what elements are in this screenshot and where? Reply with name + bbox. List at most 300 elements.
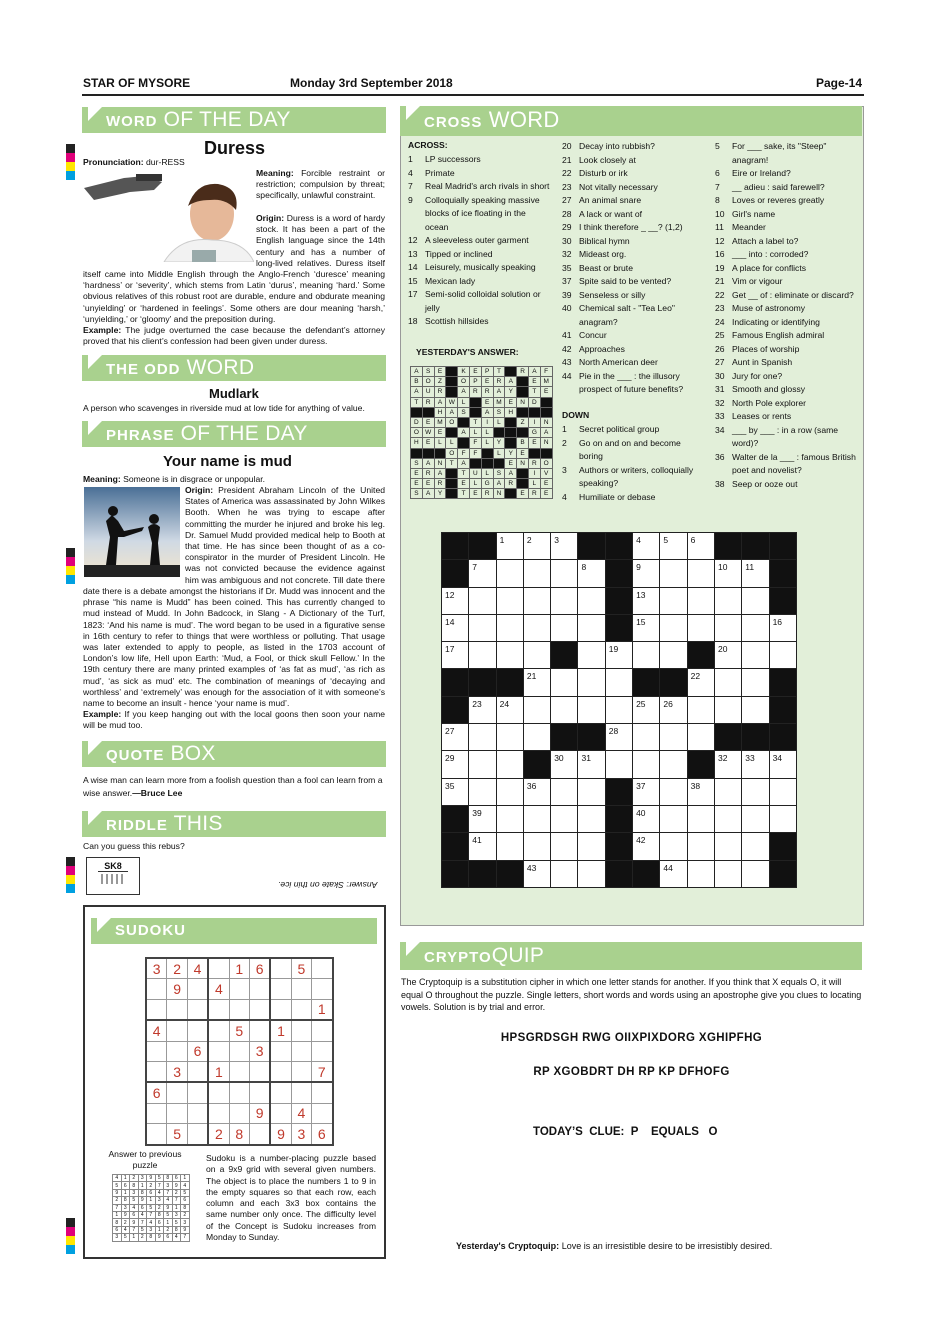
crossword-cell[interactable]	[633, 614, 660, 641]
clue-item	[715, 181, 860, 195]
crossword-cell[interactable]	[687, 587, 714, 614]
clue-number: 34	[715, 424, 725, 435]
phrase-banner: PHRASE OF THE DAY	[82, 421, 386, 447]
crossword-cell[interactable]	[714, 560, 741, 587]
crossword-cell[interactable]	[605, 696, 632, 723]
crossword-cell[interactable]	[742, 669, 769, 696]
yesterday-cell: F	[540, 367, 552, 377]
sudoku-cell	[249, 999, 270, 1020]
yesterday-cell: A	[422, 458, 434, 468]
crossword-cell[interactable]	[714, 642, 741, 669]
sudoku-answer-cell: 3	[121, 1204, 130, 1211]
yesterday-cell: E	[540, 479, 552, 489]
crossword-cell	[769, 696, 796, 723]
crossword-cell[interactable]	[742, 860, 769, 887]
cell-number: 12	[445, 589, 455, 600]
crossword-cell	[769, 669, 796, 696]
crossword-cell[interactable]	[742, 642, 769, 669]
crossword-cell[interactable]	[714, 751, 741, 778]
yesterday-cell: O	[540, 458, 552, 468]
yesterday-cell: A	[422, 489, 434, 499]
cell-number: 9	[636, 562, 641, 573]
crossword-cell[interactable]	[578, 860, 605, 887]
word-meaning: Meaning: Forcible restraint or restriction; compulsion by threat; specifically, unlawful constraint.	[256, 168, 385, 201]
crossword-cell[interactable]	[442, 724, 469, 751]
clue-item	[562, 289, 710, 303]
crossword-cell[interactable]	[714, 778, 741, 805]
yesterday-cell: A	[481, 407, 493, 417]
yesterday-cell: A	[411, 367, 423, 377]
crossword-cell[interactable]	[469, 614, 496, 641]
clue-text: Secret political group	[579, 424, 660, 434]
sudoku-answer-cell: 9	[181, 1226, 190, 1233]
crossword-cell[interactable]	[742, 805, 769, 832]
crossword-cell[interactable]	[578, 833, 605, 860]
yesterday-cell	[411, 407, 423, 417]
crossword-cell[interactable]	[551, 587, 578, 614]
crossword-cell[interactable]	[687, 833, 714, 860]
crossword-cell[interactable]	[714, 669, 741, 696]
cell-number: 35	[445, 780, 455, 791]
clue-item	[562, 262, 710, 276]
yesterday-cell: I	[528, 468, 540, 478]
yesterday-cell: F	[458, 448, 470, 458]
sudoku-cell: 1	[208, 1061, 229, 1082]
yesterday-cell: K	[458, 367, 470, 377]
crossword-cell[interactable]	[742, 587, 769, 614]
clue-number: 44	[562, 370, 572, 381]
crossword-cell[interactable]	[551, 805, 578, 832]
sudoku-cell: 6	[312, 1124, 333, 1145]
sudoku-answer-cell: 4	[138, 1211, 147, 1218]
crossword-cell[interactable]	[523, 833, 550, 860]
odd-word-banner: THE ODD WORD	[82, 355, 386, 381]
yesterday-cell: E	[469, 489, 481, 499]
crossword-cell	[469, 669, 496, 696]
yesterday-cell: R	[481, 387, 493, 397]
crossword-cell[interactable]	[469, 724, 496, 751]
crossword-cell[interactable]	[496, 533, 523, 560]
sudoku-answer-cell: 2	[164, 1226, 173, 1233]
sudoku-answer-cell: 8	[130, 1182, 139, 1189]
crossword-cell[interactable]	[469, 560, 496, 587]
crossword-cell[interactable]	[496, 751, 523, 778]
clue-item	[715, 167, 860, 181]
crossword-cell[interactable]	[442, 614, 469, 641]
crossword-cell[interactable]	[551, 696, 578, 723]
odd-word-title: Mudlark	[209, 386, 259, 401]
yesterday-cell: L	[481, 468, 493, 478]
crossword-cell[interactable]	[578, 696, 605, 723]
clue-text: Concur	[579, 330, 607, 340]
crossword-cell[interactable]	[551, 833, 578, 860]
yesterday-cell: N	[517, 397, 529, 407]
clue-text: Walter de la ___ : famous British poet and novelist?	[732, 451, 856, 475]
down-title: DOWN	[562, 410, 590, 420]
crossword-cell[interactable]	[523, 533, 550, 560]
yesterday-cell: Y	[434, 489, 446, 499]
crossword-cell[interactable]	[523, 724, 550, 751]
crossword-cell[interactable]	[496, 805, 523, 832]
yesterday-cell: E	[540, 489, 552, 499]
rebus-text: SK8	[98, 861, 128, 872]
cell-number: 38	[690, 780, 701, 791]
yesterday-cell: R	[493, 377, 505, 387]
crossword-cell[interactable]	[605, 642, 632, 669]
crossword-cell[interactable]	[769, 642, 796, 669]
clue-text: A place for conflicts	[732, 262, 807, 273]
clue-number: 39	[562, 289, 572, 300]
clue-number: 40	[562, 303, 572, 313]
crossword-cell[interactable]	[660, 642, 687, 669]
yesterday-cell: H	[411, 438, 423, 448]
cell-number: 44	[663, 862, 673, 873]
sudoku-answer-cell: 8	[164, 1175, 173, 1182]
crossword-cell[interactable]	[660, 778, 687, 805]
clue-item	[715, 275, 860, 289]
crossword-cell[interactable]	[687, 696, 714, 723]
crossword-cell	[442, 696, 469, 723]
yesterday-cell: R	[422, 468, 434, 478]
crossword-cell[interactable]	[714, 614, 741, 641]
clue-number: 4	[408, 167, 413, 178]
crossword-cell[interactable]	[469, 696, 496, 723]
cell-number: 7	[472, 562, 478, 573]
crossword-cell[interactable]	[578, 751, 605, 778]
crossword-cell[interactable]	[769, 805, 796, 832]
sudoku-cell	[146, 979, 167, 999]
crossword-cell	[687, 751, 714, 778]
crossword-cell[interactable]	[633, 587, 660, 614]
clue-number: 22	[562, 168, 572, 178]
crossword-cell[interactable]	[633, 642, 660, 669]
sudoku-cell: 4	[146, 1020, 167, 1041]
yesterday-cell	[517, 377, 529, 387]
registration-marks	[66, 144, 75, 180]
sudoku-answer-cell: 3	[138, 1175, 147, 1182]
crossword-cell[interactable]	[687, 560, 714, 587]
sudoku-answer-cell: 9	[113, 1189, 122, 1196]
sudoku-answer-cell: 4	[113, 1175, 122, 1182]
crossword-cell[interactable]	[633, 833, 660, 860]
sudoku-answer-cell: 2	[147, 1182, 156, 1189]
clue-item	[562, 343, 710, 357]
crossword-cell[interactable]	[469, 751, 496, 778]
yesterday-cell: G	[481, 479, 493, 489]
crossword-cell[interactable]	[496, 724, 523, 751]
sudoku-answer-cell: 5	[155, 1175, 164, 1182]
crossword-cell[interactable]	[660, 614, 687, 641]
crossword-cell[interactable]	[633, 778, 660, 805]
crossword-cell	[605, 587, 632, 614]
issue-date: Monday 3rd September 2018	[290, 76, 453, 90]
odd-word-meaning: A person who scavenges in riverside mud at low tide for anything of value.	[83, 403, 365, 413]
clue-text: Go on and on and become boring	[579, 437, 681, 461]
across-clues-col2	[562, 140, 710, 397]
clue-item	[715, 370, 860, 384]
crossword-cell[interactable]	[660, 805, 687, 832]
clue-number: 29	[562, 222, 572, 232]
sudoku-cell	[208, 958, 229, 979]
clue-item	[562, 464, 710, 491]
clue-number: 15	[408, 275, 418, 286]
crossword-cell[interactable]	[660, 751, 687, 778]
crossword-cell[interactable]	[742, 751, 769, 778]
crossword-cell[interactable]	[769, 751, 796, 778]
yesterday-cell: P	[481, 367, 493, 377]
cell-number: 33	[745, 753, 755, 764]
sudoku-cell	[270, 958, 291, 979]
crossword-cell[interactable]	[523, 696, 550, 723]
crossword-cell[interactable]	[687, 724, 714, 751]
crossword-cell[interactable]	[442, 587, 469, 614]
crossword-cell[interactable]	[523, 642, 550, 669]
crossword-cell[interactable]	[523, 860, 550, 887]
crossword-cell[interactable]	[578, 587, 605, 614]
crossword-cell[interactable]	[469, 587, 496, 614]
crossword-cell[interactable]	[742, 614, 769, 641]
crossword-cell[interactable]	[660, 724, 687, 751]
crossword-cell[interactable]	[660, 860, 687, 887]
clue-item	[562, 140, 710, 154]
clue-item	[715, 140, 860, 167]
yesterday-cell: R	[528, 489, 540, 499]
clue-text: A lack or want of	[579, 208, 643, 219]
cryptoquip-intro: The Cryptoquip is a substitution cipher in which one letter stands for another. If you think that X equals O, it will equal O throughout the puzzle. Single letters, short words and words using an apostrophe give you clues to locating vowels. Solution is by trial and error.	[401, 977, 862, 1012]
yesterday-cell: A	[434, 397, 446, 407]
crossword-cell[interactable]	[605, 669, 632, 696]
clue-text: Aunt in Spanish	[732, 357, 793, 367]
crossword-cell[interactable]	[496, 614, 523, 641]
crossword-cell[interactable]	[442, 751, 469, 778]
crossword-cell[interactable]	[469, 642, 496, 669]
crossword-cell[interactable]	[742, 833, 769, 860]
sudoku-cell: 1	[270, 1020, 291, 1041]
clue-text: Leisurely, musically speaking	[425, 262, 536, 272]
crossword-cell[interactable]	[578, 805, 605, 832]
crossword-cell[interactable]	[633, 751, 660, 778]
crossword-cell	[714, 533, 741, 560]
clue-text: Real Madrid's arch rivals in short	[425, 181, 550, 191]
sudoku-cell: 9	[167, 979, 187, 999]
crossword-cell[interactable]	[578, 669, 605, 696]
clue-number: 13	[408, 248, 418, 259]
crossword-cell	[687, 642, 714, 669]
crossword-cell[interactable]	[523, 614, 550, 641]
clue-item	[562, 329, 710, 343]
yesterday-cell	[458, 417, 470, 427]
yesterday-cell: B	[517, 438, 529, 448]
yesterday-cell	[493, 458, 505, 468]
crossword-cell[interactable]	[687, 669, 714, 696]
crossword-cell[interactable]	[523, 560, 550, 587]
crossword-cell[interactable]	[523, 587, 550, 614]
yesterday-cell: R	[528, 458, 540, 468]
clue-number: 24	[715, 316, 725, 327]
paper-name: STAR OF MYSORE	[83, 76, 191, 90]
crossword-cell[interactable]	[633, 724, 660, 751]
crossword-cell[interactable]	[605, 724, 632, 751]
yesterday-cell: R	[505, 479, 517, 489]
crossword-cell[interactable]	[578, 778, 605, 805]
crossword-cell[interactable]	[714, 833, 741, 860]
clue-text: __ adieu : said farewell?	[732, 181, 825, 192]
clue-number: 32	[562, 249, 572, 259]
cell-number: 14	[445, 616, 455, 627]
crossword-cell[interactable]	[551, 560, 578, 587]
yesterday-crossword-grid	[410, 366, 553, 499]
crossword-cell[interactable]	[742, 696, 769, 723]
crossword-cell[interactable]	[769, 778, 796, 805]
crossword-cell[interactable]	[551, 614, 578, 641]
crossword-cell[interactable]	[469, 833, 496, 860]
crossword-cell[interactable]	[496, 833, 523, 860]
clue-number: 17	[408, 289, 418, 299]
crossword-cell[interactable]	[660, 533, 687, 560]
crossword-cell[interactable]	[523, 805, 550, 832]
sudoku-answer-cell: 3	[113, 1234, 122, 1241]
crossword-cell[interactable]	[633, 696, 660, 723]
crossword-cell[interactable]	[496, 696, 523, 723]
crossword-cell[interactable]	[551, 778, 578, 805]
clue-text: North Pole explorer	[732, 397, 807, 408]
cell-number: 17	[445, 644, 455, 655]
crossword-cell[interactable]	[496, 778, 523, 805]
crossword-cell[interactable]	[769, 614, 796, 641]
clue-item	[408, 275, 553, 289]
sudoku-answer-cell: 7	[172, 1197, 181, 1204]
crossword-cell	[442, 860, 469, 887]
cell-number: 43	[526, 862, 537, 873]
crossword-cell[interactable]	[551, 751, 578, 778]
crossword-cell[interactable]	[578, 560, 605, 587]
crossword-cell[interactable]	[660, 587, 687, 614]
sudoku-cell: 3	[167, 1061, 187, 1082]
crossword-cell[interactable]	[714, 696, 741, 723]
crossword-cell[interactable]	[551, 669, 578, 696]
crossword-cell[interactable]	[469, 778, 496, 805]
sudoku-cell	[187, 1020, 208, 1041]
crossword-cell[interactable]	[496, 587, 523, 614]
clue-text: Scottish hillsides	[425, 316, 489, 326]
crossword-cell[interactable]	[551, 533, 578, 560]
clue-text: Senseless or silly	[579, 289, 646, 300]
clue-number: 27	[562, 195, 572, 205]
yesterday-cell: E	[528, 438, 540, 448]
crossword-cell[interactable]	[742, 560, 769, 587]
crossword-cell[interactable]	[660, 560, 687, 587]
clue-number: 10	[715, 208, 725, 219]
cell-number: 11	[745, 562, 755, 573]
crossword-cell	[633, 669, 660, 696]
yesterday-cell: A	[505, 468, 517, 478]
clue-text: I think therefore _ __? (1,2)	[579, 222, 683, 232]
clue-number: 25	[715, 330, 725, 340]
page-number: Page-14	[816, 76, 863, 90]
cell-number: 4	[636, 535, 641, 545]
sudoku-answer-cell: 1	[181, 1175, 190, 1182]
sudoku-cell	[146, 1124, 167, 1145]
sudoku-cell	[187, 979, 208, 999]
cell-number: 41	[472, 835, 482, 846]
sudoku-cell: 1	[312, 999, 333, 1020]
across-title: ACROSS:	[408, 140, 448, 150]
word-of-day-banner: WORD OF THE DAY	[82, 107, 386, 133]
sudoku-answer-cell: 5	[121, 1234, 130, 1241]
sudoku-cell: 6	[146, 1082, 167, 1103]
crossword-cell[interactable]	[523, 778, 550, 805]
yesterday-cell	[469, 397, 481, 407]
crossword-cell	[442, 805, 469, 832]
cell-number: 1	[499, 535, 505, 545]
clue-text: Places of worship	[732, 343, 800, 354]
crossword-cell[interactable]	[523, 669, 550, 696]
crossword-cell[interactable]	[605, 751, 632, 778]
cell-number: 30	[554, 753, 564, 764]
yesterday-cell: A	[528, 367, 540, 377]
yesterday-cell	[517, 428, 529, 438]
yesterday-cell	[446, 428, 458, 438]
yesterday-cell: L	[481, 438, 493, 448]
crossword-cell[interactable]	[442, 642, 469, 669]
crossword-cell[interactable]	[633, 560, 660, 587]
crossword-cell	[496, 860, 523, 887]
crossword-cell[interactable]	[714, 587, 741, 614]
sudoku-banner: SUDOKU	[91, 918, 377, 944]
yesterday-cell: T	[458, 489, 470, 499]
crossword-cell[interactable]	[687, 778, 714, 805]
crossword-cell[interactable]	[687, 805, 714, 832]
crossword-cell[interactable]	[633, 533, 660, 560]
sudoku-answer-cell: 3	[147, 1226, 156, 1233]
crossword-cell[interactable]	[714, 860, 741, 887]
crossword-cell[interactable]	[742, 778, 769, 805]
yesterday-cell	[505, 367, 517, 377]
sudoku-answer-cell: 2	[130, 1175, 139, 1182]
clue-text: Vim or vigour	[732, 276, 783, 286]
clue-text: Get __ of : eliminate or discard?	[732, 289, 854, 300]
crossword-cell[interactable]	[578, 642, 605, 669]
crossword-cell[interactable]	[578, 614, 605, 641]
clue-text: Approaches	[579, 343, 625, 354]
crossword-banner: CROSS WORD	[400, 106, 862, 136]
clue-number: 33	[715, 411, 725, 421]
yesterday-cell: O	[411, 428, 423, 438]
crossword-cell[interactable]	[551, 860, 578, 887]
crossword-cell[interactable]	[687, 860, 714, 887]
crossword-cell[interactable]	[469, 805, 496, 832]
sudoku-answer-cell: 8	[121, 1197, 130, 1204]
phrase-origin-cont: date there is a debate amongst the historians if Dr. Mudd was innocent and the phrase “his name is Mudd” has been coined. This has currently changed to mud instead of Mudd. In John Badcock, in Slang - A Dictionary of the Turf, 1823: ‘And his name is mud’. The word began to be used in a figurative sense in 16th century to refer to things that were worthless or polluting. That usage was later extended to apply to people, as listed in the 1703 account of London’s low life, Hell upon Earth: ‘Mud, a Fool, or thick skull Fellow.’ In the 19th century there are many printed examples of ‘as fat as mud’, ‘as rich as mud’, ‘as sick as mud’ etc. The combination of meanings of ‘decaying and worthless’ and ‘extremely’ was enough for the association of it with someone’s name to become an insult - hence ‘your name is mud’. Example: If you keep hanging out with the local goons then soon your name will be mud too.	[83, 586, 386, 731]
crossword-cell[interactable]	[660, 833, 687, 860]
sudoku-answer-cell: 7	[113, 1204, 122, 1211]
crossword-cell[interactable]	[633, 805, 660, 832]
clue-number: 12	[408, 235, 418, 245]
clue-text: Meander	[732, 222, 766, 232]
sudoku-cell: 9	[249, 1103, 270, 1123]
crossword-cell[interactable]	[496, 560, 523, 587]
crossword-cell[interactable]	[660, 696, 687, 723]
crossword-cell[interactable]	[496, 642, 523, 669]
crossword-cell[interactable]	[687, 614, 714, 641]
crossword-cell[interactable]	[687, 533, 714, 560]
yesterday-cell	[528, 448, 540, 458]
clue-item	[562, 194, 710, 208]
crossword-cell[interactable]	[442, 778, 469, 805]
clue-number: 4	[562, 491, 567, 502]
crossword-cell[interactable]	[714, 805, 741, 832]
sudoku-answer-cell: 2	[138, 1234, 147, 1241]
